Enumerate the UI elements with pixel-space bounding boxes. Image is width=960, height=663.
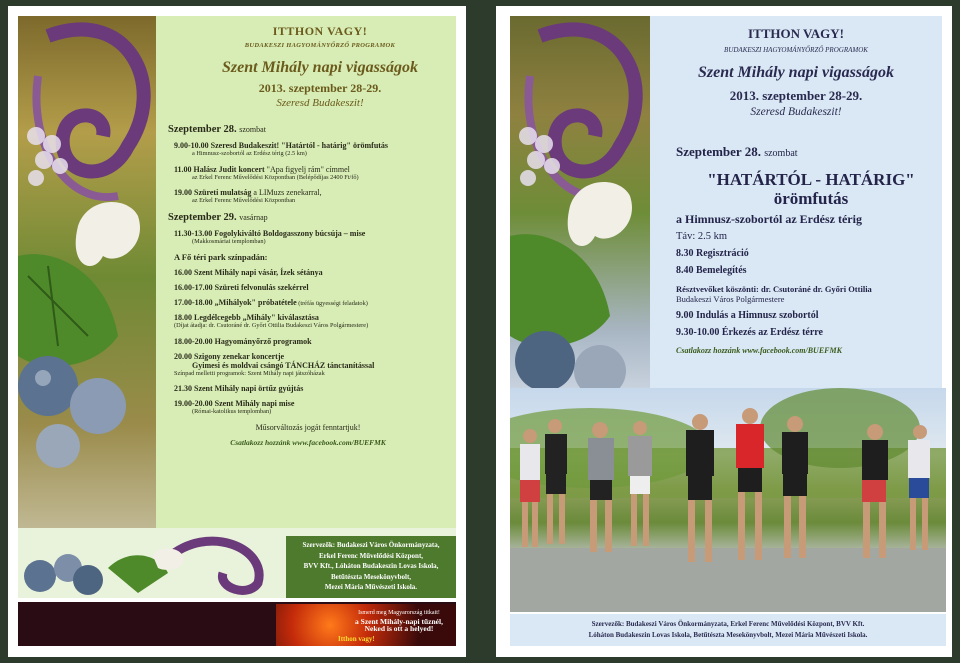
- day-label: Szeptember 28.: [676, 144, 761, 159]
- sponsor-line: Mezei Mária Művészeti Iskola.: [324, 583, 418, 591]
- schedule-item: 8.40 Bemelegítés: [676, 265, 747, 276]
- slogan: Szeresd Budakeszit!: [750, 106, 842, 118]
- ad-brand: Itthon vagy!: [338, 635, 375, 643]
- day-weekday: szombat: [239, 125, 266, 134]
- day-label: Szeptember 28.: [168, 124, 237, 135]
- change-note: Műsorváltozás jogát fenntartjuk!: [255, 422, 361, 432]
- event-dates: 2013. szeptember 28-29.: [729, 88, 863, 103]
- program-list-left: [168, 120, 448, 447]
- day-label: Szeptember 29.: [168, 211, 237, 223]
- runners-photo: [510, 388, 946, 612]
- program-item-detail: (Díjat átadja: dr. Csutoráné dr. Győri Ottilia Budakeszi Város Polgármestere): [174, 322, 369, 329]
- program-item-title: 17.00-18.00 „Mihályok" próbatétele: [174, 298, 297, 307]
- program-item-note: a LIMuzs zenekarral,: [251, 188, 322, 197]
- program-item: [174, 141, 448, 159]
- program-item-title: 20.00 Szigony zenekar koncertje: [174, 351, 285, 361]
- grape-art-left: [18, 16, 156, 598]
- stage-title: A Fő téri park színpadán:: [174, 252, 268, 262]
- ad-line: a Szent Mihály-napi tűznél,: [355, 616, 443, 626]
- facebook-link[interactable]: Csatlakozz hozzánk www.facebook.com/BUEFMK: [676, 346, 842, 355]
- day-weekday: szombat: [764, 148, 798, 159]
- event-title: Szent Mihály napi vigasságok: [697, 64, 895, 81]
- day-heading: [168, 212, 448, 223]
- sponsor-line: Szervezők: Budakeszi Város Önkormányzata,: [302, 541, 440, 549]
- greeting: Résztvevőket köszönti: dr. Csutoráné dr. Győri Ottilia: [676, 284, 872, 294]
- program-item-title: 18.00-20.00 Hagyományőrző programok: [174, 336, 312, 346]
- program-list-right: [676, 144, 946, 355]
- program-item-detail: (Római-katolikus templomban): [192, 408, 272, 415]
- footer-line: Szervezők: Budakeszi Város Önkormányzata, Erkel Ferenc Művelődési Központ, BVV Kft.: [591, 620, 865, 628]
- event-title: Szent Mihály napi vigasságok: [221, 59, 419, 76]
- run-route: a Himnusz-szobortól az Erdész térig: [676, 212, 862, 226]
- schedule-item: 8.30 Regisztráció: [676, 248, 749, 259]
- title: ITTHON VAGY!: [272, 24, 368, 38]
- grape-art-right: [510, 16, 650, 411]
- program-item-detail: a Himnusz-szobortól az Erdész térig (2.5 km): [192, 150, 307, 157]
- program-item: [174, 313, 448, 331]
- ad-line: Ismerd meg Magyarország titkait!: [358, 610, 440, 616]
- slogan: Szeresd Budakeszit!: [276, 97, 364, 109]
- run-title: "HATÁRTÓL - HATÁRIG": [707, 170, 915, 189]
- program-item-detail: (Makkosmáriai templomban): [192, 237, 266, 245]
- program-item-title: 19.00 Szüreti mulatság: [174, 188, 252, 197]
- program-item-title: 11.30-13.00 Fogolykiváltó Boldogasszony búcsúja – mise: [174, 228, 366, 238]
- program-item: [174, 384, 448, 393]
- title: ITTHON VAGY!: [748, 26, 844, 41]
- program-item: [174, 229, 448, 247]
- ad-banner-image[interactable]: [276, 604, 456, 646]
- stage-heading: [174, 252, 448, 262]
- sponsor-line: BVV Kft., Lóháton Budakeszin Lovas Iskola,: [303, 562, 439, 570]
- program-item-title: 11.00 Halász Judit koncert: [174, 164, 265, 174]
- subtitle: BUDAKESZI HAGYOMÁNYŐRZŐ PROGRAMOK: [244, 42, 396, 49]
- program-item: [174, 399, 448, 417]
- program-item: [174, 283, 448, 292]
- ad-line: Neked is ott a helyed!: [364, 624, 434, 633]
- sponsor-line: Betűtészta Mesekönyvbolt,: [330, 572, 412, 581]
- ad-text: [346, 610, 452, 633]
- program-item-title: 19.00-20.00 Szent Mihály napi mise: [174, 399, 295, 408]
- day-heading: [676, 144, 946, 160]
- sponsor-line: Erkel Ferenc Művelődési Központ,: [318, 551, 424, 560]
- subtitle: BUDAKESZI HAGYOMÁNYŐRZŐ PROGRAMOK: [724, 46, 868, 54]
- program-item-title: 9.00-10.00 Szeresd Budakeszit! "Határtól - határig" örömfutás: [174, 141, 389, 150]
- program-item: [174, 268, 448, 277]
- program-item: [174, 165, 448, 183]
- program-item-subtitle: Gyimesi és moldvai csángó TÁNCHÁZ tánctanítással: [192, 360, 375, 370]
- footer-line: Lóháton Budakeszin Lovas Iskola, Betűtészta Mesekönyvbolt, Mezei Mária Művészeti Iskola.: [588, 631, 868, 639]
- sponsors-box: [286, 536, 456, 598]
- program-item-detail: az Erkel Ferenc Művelődési Központban: [192, 197, 296, 204]
- program-item-title: 16.00-17.00 Szüreti felvonulás szekérrel: [174, 283, 309, 292]
- day-weekday: vasárnap: [239, 212, 268, 222]
- run-distance: Táv: 2.5 km: [676, 231, 728, 242]
- schedule-item: 9.30-10.00 Érkezés az Erdész térre: [676, 327, 823, 338]
- program-item-note: "Apa figyelj rám" címmel: [264, 164, 350, 174]
- program-item: [174, 352, 448, 379]
- day-heading: [168, 124, 448, 135]
- program-item-title: 21.30 Szent Mihály napi örtűz gyújtás: [174, 384, 304, 393]
- run-subtitle: örömfutás: [773, 189, 849, 208]
- program-item: [174, 337, 448, 346]
- program-item: [174, 298, 448, 307]
- program-item-detail: Színpad melletti programok: Szent Mihály napi játszóházak: [174, 369, 325, 377]
- program-item-title: 16.00 Szent Mihály napi vásár, Ízek sétánya: [174, 268, 323, 277]
- program-item-title: 18.00 Legdélcegebb „Mihály" kiválasztása: [174, 313, 319, 322]
- program-item: [174, 188, 448, 206]
- schedule-item: 9.00 Indulás a Himnusz szobortól: [676, 310, 819, 321]
- footer-organizers: [510, 614, 946, 646]
- event-dates: 2013. szeptember 28-29.: [258, 81, 382, 95]
- facebook-link[interactable]: Csatlakozz hozzánk www.facebook.com/BUEFMK: [230, 437, 386, 447]
- program-item-note: (tréfás ügyességi feladatok): [296, 300, 368, 307]
- greeting-title: Budakeszi Város Polgármestere: [676, 294, 785, 304]
- program-item-detail: az Erkel Ferenc Művelődési Központban (Belépődíjas 2400 Ft/fő): [192, 173, 359, 181]
